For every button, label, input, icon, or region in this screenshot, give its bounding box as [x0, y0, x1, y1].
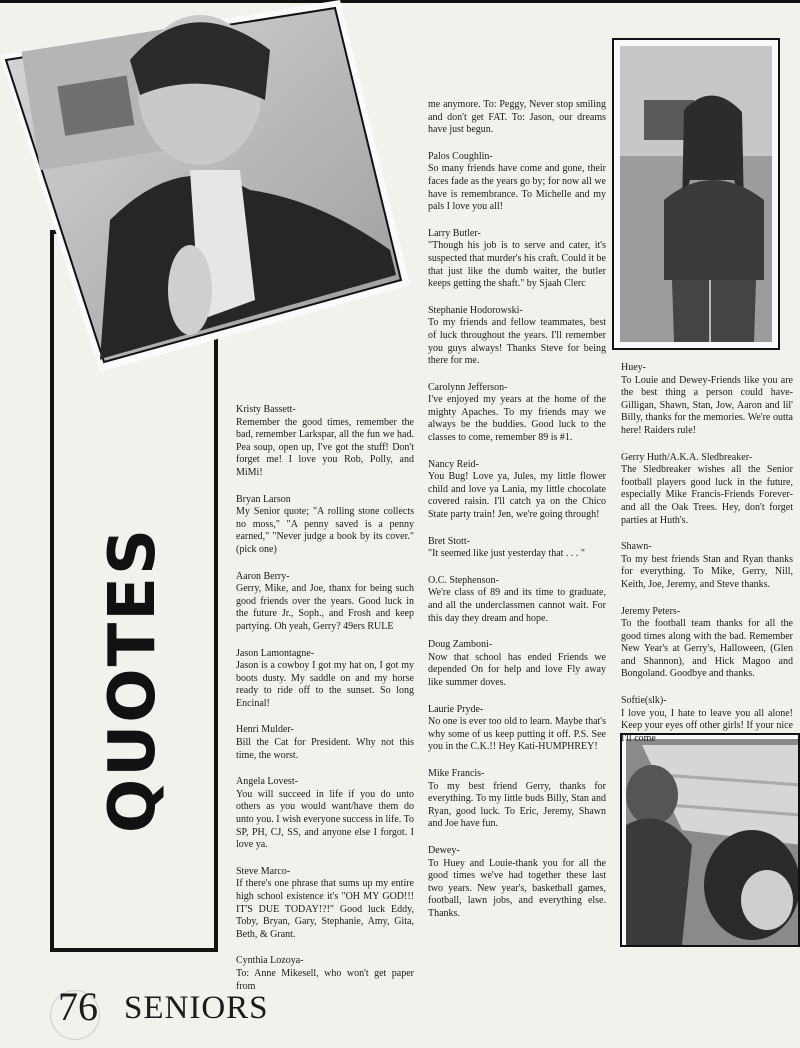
quote-author: Henri Mulder-	[236, 724, 294, 736]
quote-entry	[428, 768, 606, 831]
quote-text: My Senior quote; "A rolling stone collects no moss," "A penny saved is a penny earned," "Never judge a book by its cover." (pick one)	[236, 506, 414, 555]
quote-entry	[236, 404, 414, 480]
quote-text: Jason is a cowboy I got my hat on, I got my boots dusty. My saddle on and my horse ready to ride off to the sunset. So long Encinal!	[236, 660, 414, 709]
quote-entry	[428, 536, 606, 561]
section-title-box	[58, 526, 208, 834]
quote-entry	[428, 151, 606, 214]
page-number: 76	[58, 984, 98, 1029]
quote-text: Now that school has ended Friends we depended On for help and love Fly away like summer doves.	[428, 651, 606, 688]
quote-text: To Louie and Dewey-Friends like you are the best thing a person could have-Gilligan, Shawn, Stan, Jow, Aaron and lil' Billy, thanks for the memories. We're outta here! Raiders rule!	[621, 374, 793, 436]
quote-text: No one is ever too old to learn. Maybe that's why some of us keep putting it off. P.S. See you in the C.K.!! Hey Kati-HUMPHREY!	[428, 716, 606, 753]
section-label: SENIORS	[124, 990, 269, 1026]
quote-author: Larry Butler-	[428, 227, 481, 239]
quote-author: Jason Lamontagne-	[236, 647, 315, 659]
quote-text: To my best friends Stan and Ryan thanks for everything. To Mike, Gerry, Nill, Keith, Joe, Jeremy, and Steve thanks.	[621, 553, 793, 590]
quote-entry	[621, 695, 793, 745]
quote-entry	[428, 845, 606, 921]
quote-author: Angela Lovest-	[236, 776, 298, 788]
quote-entry	[428, 305, 606, 368]
quote-entry	[428, 228, 606, 291]
quote-author: Shawn-	[621, 541, 652, 553]
quote-entry	[621, 606, 793, 682]
quote-author: Aaron Berry-	[236, 570, 290, 582]
quote-text: To my friends and fellow teammates, best of luck throughout the years. I'll remember you guys always! Thanks Steve for being there for me.	[428, 317, 606, 367]
quote-text: To my best friend Gerry, thanks for everything. To my little buds Billy, Stan and Ryan, good luck. To Eric, Jeremy, Shawn and Joe have fun.	[428, 780, 606, 830]
quote-text: You Bug! Love ya, Jules, my little flower child and love ya Lania, my little chocolate covered raisin. I'll catch ya on the Chico State party train! Jen, we're going through!	[428, 471, 606, 521]
quote-text: The Sledbreaker wishes all the Senior football players good luck in the future, especially Mike Francis-Friends Forever-and all the Oak Trees. Hey, don't forget parties at Huth's.	[621, 464, 793, 526]
quote-author: Laurie Pryde-	[428, 703, 484, 715]
quote-entry	[621, 541, 793, 591]
quote-author: Doug Zamboni-	[428, 639, 493, 651]
quote-text: I've enjoyed my years at the home of the mighty Apaches. To my friends may we always be the buddies. Good luck to the classes to come, remember 89 is #1.	[428, 394, 606, 444]
quote-author: Huey-	[621, 362, 646, 373]
quote-entry	[621, 362, 793, 438]
quote-entry	[428, 99, 606, 137]
quote-text: We're class of 89 and its time to graduate, and all the underclassmen cannot wait. For this day they dream and hope.	[428, 587, 606, 624]
quote-author: Carolynn Jefferson-	[428, 381, 508, 393]
quote-author: Jeremy Peters-	[621, 605, 681, 617]
quote-author: Nancy Reid-	[428, 458, 479, 470]
quote-text: "Though his job is to serve and cater, it's suspected that murder's his craft. Could it be that just like the dumb waiter, the butler keeps getting the shaft." by Sjaah Clerc	[428, 240, 606, 290]
quote-author: Dewey-	[428, 844, 460, 856]
quote-text: To the football team thanks for all the good times along with the bad. Remember New Year's at Gerry's, Halloween, (Glen and Shannon), and Hick Magoo and Bongoland. Goodbye and thanks.	[621, 618, 793, 680]
quote-entry	[236, 571, 414, 634]
quote-author: Bryan Larson	[236, 493, 291, 505]
quote-entry	[428, 704, 606, 754]
quote-author: Mike Francis-	[428, 767, 485, 779]
quote-author: Stephanie Hodorowski-	[428, 304, 523, 316]
quote-text: So many friends have come and gone, their faces fade as the years go by; for now all we have is remembrance. To Michelle and my pals I love you all!	[428, 163, 606, 213]
quote-entry	[236, 776, 414, 852]
quote-text: I love you, I hate to leave you all alone! Keep your eyes off other girls! If your nice I'll come	[621, 707, 793, 744]
photo-students-bench	[620, 733, 800, 947]
quote-author: Palos Coughlin-	[428, 150, 493, 162]
quote-author: Steve Marco-	[236, 865, 291, 877]
quote-text: To: Anne Mikesell, who won't get paper from	[236, 967, 414, 992]
quote-text: To Huey and Louie-thank you for all the good times we've had together these last two years. New year's, basketball games, football, lawn jobs, and everything else. Thanks.	[428, 857, 606, 919]
quotes-column-2	[428, 99, 606, 934]
quote-entry	[236, 648, 414, 711]
quote-text: You will succeed in life if you do unto others as you would want/have them do unto you. I wish everyone success in life. To SP, PH, CJ, SS, and anyone else I forgot. I love ya.	[236, 788, 414, 851]
quotes-column-3	[621, 362, 793, 759]
quote-entry	[428, 382, 606, 445]
photo-boy-jacket	[0, 0, 410, 375]
quote-author: Bret Stott-	[428, 535, 470, 547]
quote-text: Remember the good times, remember the bad, remember Larkspar, all the fun we had. Pea soup, open up, I've got the stuff! Don't forget me! I love you Rob, Polly, and MiMi!	[236, 416, 414, 478]
quote-entry	[428, 575, 606, 625]
quote-entry	[236, 866, 414, 942]
quote-text: "It seemed like just yesterday that . . . "	[428, 548, 586, 560]
quotes-column-1	[236, 404, 414, 1007]
quote-entry	[236, 494, 414, 557]
quote-author: Gerry Huth/A.K.A. Sledbreaker-	[621, 451, 753, 463]
quote-author: Cynthia Lozoya-	[236, 955, 304, 967]
quote-author: Softie(slk)-	[621, 695, 667, 707]
quote-text: If there's one phrase that sums up my entire high school existence it's "OH MY GOD!!! IT'S DUE TODAY!?!" Good luck Eddy, Toby, Bryan, Gary, Stephanie, Amy, Gita, Beth, & Grant.	[236, 878, 414, 940]
quote-entry	[428, 459, 606, 522]
photo-girl-sweatsuit	[612, 38, 780, 350]
quote-entry	[621, 452, 793, 528]
section-title: QUOTES	[96, 526, 170, 834]
quote-entry	[236, 724, 414, 762]
quote-text: me anymore. To: Peggy, Never stop smiling and don't get FAT. To: Jason, our dreams have just begun.	[428, 99, 606, 136]
quote-entry	[428, 639, 606, 689]
quote-entry	[236, 955, 414, 993]
quote-author: Kristy Bassett-	[236, 404, 296, 415]
quote-text: Bill the Cat for President. Why not this time, the worst.	[236, 737, 414, 761]
quote-author: O.C. Stephenson-	[428, 574, 499, 586]
quote-text: Gerry, Mike, and Joe, thanx for being such good friends over the years. Good luck in the future Jr., Soph., and Frosh and keep partying. Oh yeah, Gerry? 49ers RULE	[236, 583, 414, 632]
